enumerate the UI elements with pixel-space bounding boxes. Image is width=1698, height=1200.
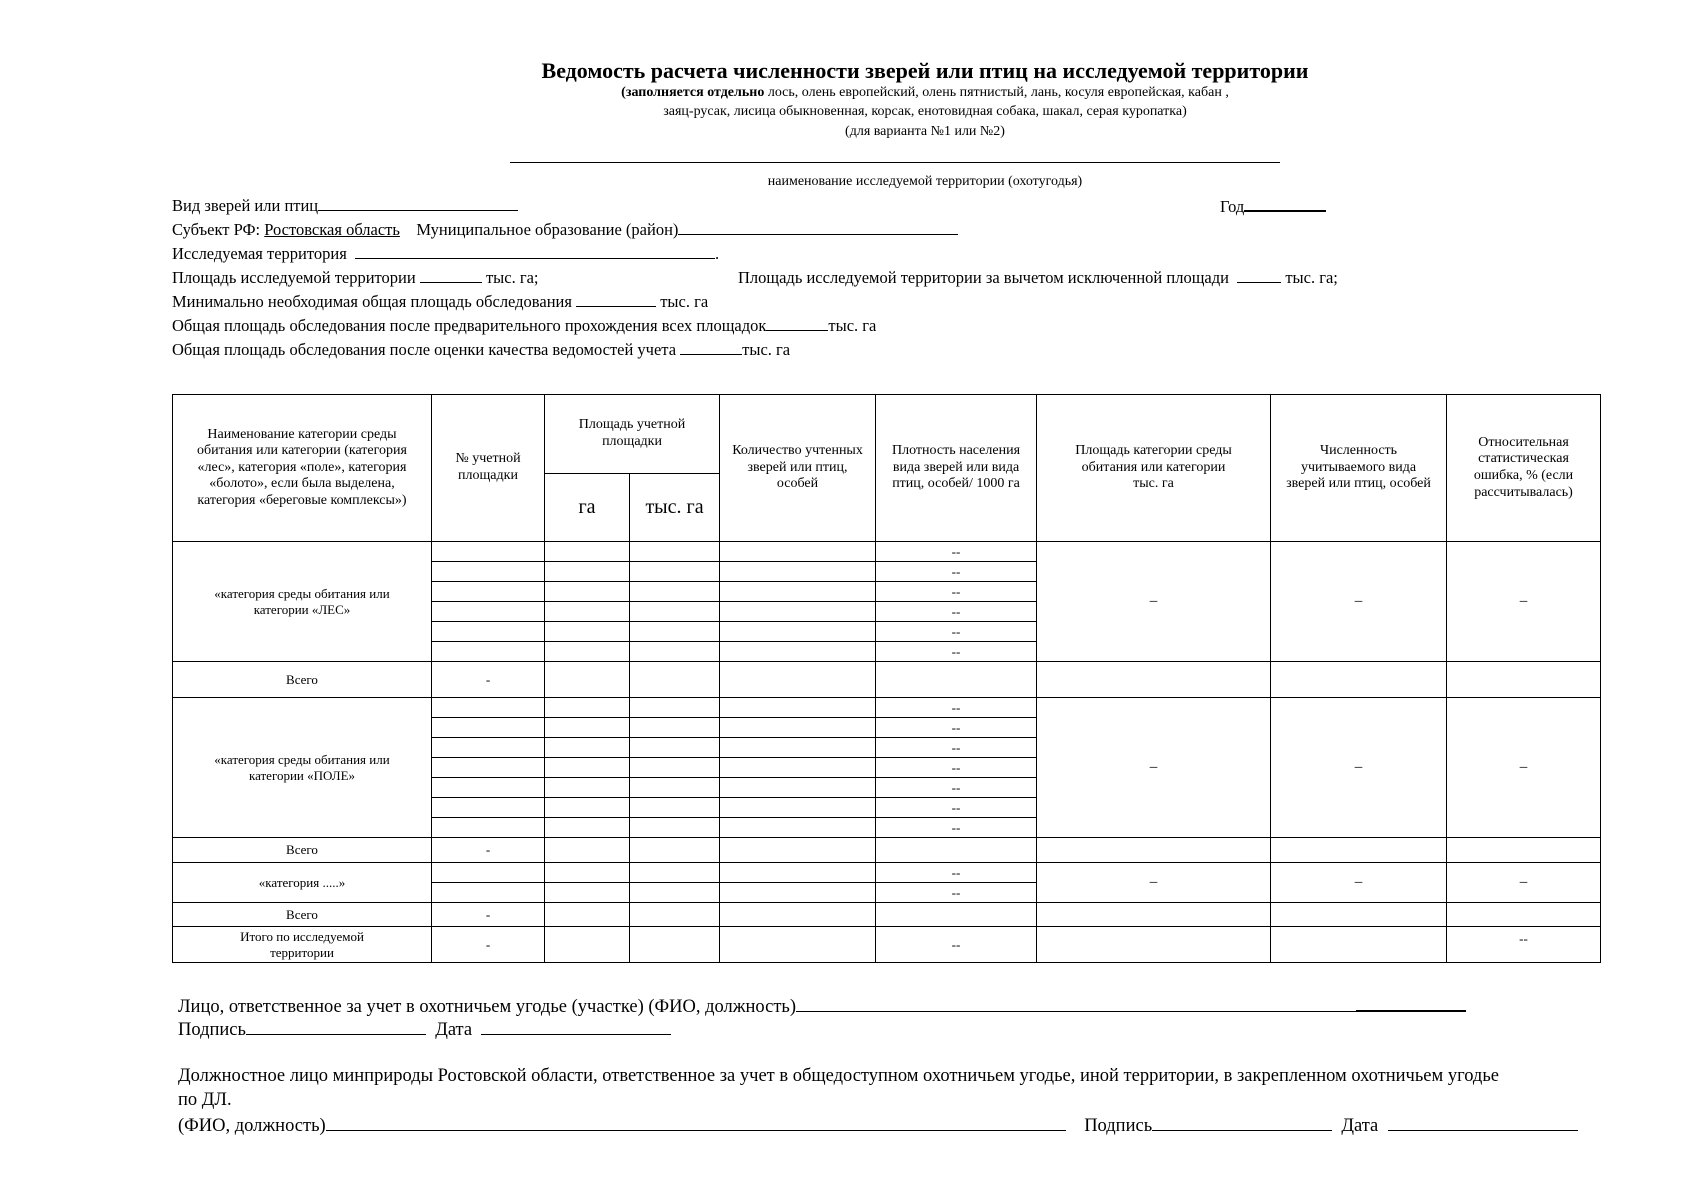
plot-ha-cell[interactable] — [545, 883, 630, 903]
density-cell: -- — [876, 622, 1037, 642]
plot-ha-cell[interactable] — [545, 642, 630, 662]
total-cat-area-cell[interactable] — [1037, 903, 1271, 927]
other-category-area: – — [1037, 863, 1271, 903]
total-error-cell[interactable] — [1447, 838, 1601, 863]
plot-kha-cell[interactable] — [630, 863, 720, 883]
subject-field — [172, 220, 958, 240]
total-population-cell[interactable] — [1271, 662, 1447, 698]
grand-total-count-cell[interactable] — [720, 927, 876, 963]
density-cell: -- — [876, 818, 1037, 838]
plot-kha-cell[interactable] — [630, 738, 720, 758]
count-cell[interactable] — [720, 718, 876, 738]
field-population: – — [1271, 698, 1447, 838]
species-label: Вид зверей или птиц — [172, 196, 319, 215]
grand-total-density: -- — [876, 927, 1037, 963]
signature-input-2[interactable] — [1152, 1114, 1332, 1131]
area-excl-field — [738, 268, 1338, 288]
year-field — [1220, 196, 1326, 217]
plot-kha-cell[interactable] — [630, 883, 720, 903]
density-cell: -- — [876, 602, 1037, 622]
official-line-1: Должностное лицо минприроды Ростовской области, ответственное за учет в общедоступном охотничьем угодье, иной территории, в закрепленном охотничьем угодье — [178, 1066, 1499, 1086]
signature-label: Подпись — [178, 1020, 246, 1040]
after-prelim-input[interactable] — [766, 316, 828, 331]
area-excl-label: Площадь исследуемой территории за вычетом исключенной площади — [738, 268, 1229, 287]
other-row — [173, 863, 1601, 883]
field-row — [173, 698, 1601, 718]
density-cell: -- — [876, 798, 1037, 818]
plot-ha-cell[interactable] — [545, 818, 630, 838]
min-area-label: Минимально необходимая общая площадь обследования — [172, 292, 572, 311]
plot-kha-cell[interactable] — [630, 798, 720, 818]
count-cell[interactable] — [720, 778, 876, 798]
plot-ha-cell[interactable] — [545, 622, 630, 642]
total-cat-area-cell[interactable] — [1037, 662, 1271, 698]
plot-no-cell[interactable] — [432, 562, 545, 582]
plot-no-cell[interactable] — [432, 698, 545, 718]
date-input[interactable] — [481, 1018, 671, 1035]
header-error: Относительная статистическая ошибка, % (если рассчитывалась) — [1447, 395, 1601, 542]
grand-total-label: Итого по исследуемой территории — [173, 927, 432, 963]
total-density-cell[interactable] — [876, 903, 1037, 927]
grand-total-plot-no: - — [432, 927, 545, 963]
count-cell[interactable] — [720, 622, 876, 642]
plot-ha-cell[interactable] — [545, 582, 630, 602]
territory-caption: наименование исследуемой территории (охотугодья) — [767, 174, 1083, 189]
plot-no-cell[interactable] — [432, 602, 545, 622]
subject-value: Ростовская область — [264, 220, 400, 239]
area-unit: тыс. га; — [485, 268, 539, 287]
total-density-cell[interactable] — [876, 662, 1037, 698]
grand-total-population-cell[interactable] — [1271, 927, 1447, 963]
municipality-label: Муниципальное образование (район) — [416, 220, 679, 239]
fio-label: (ФИО, должность) — [178, 1116, 326, 1136]
other-category-label: «категория .....» — [173, 863, 432, 903]
count-cell[interactable] — [720, 642, 876, 662]
forest-error: – — [1447, 542, 1601, 662]
plot-ha-cell[interactable] — [545, 798, 630, 818]
area-label: Площадь исследуемой территории — [172, 268, 416, 287]
official-line-2: по ДЛ. — [178, 1090, 232, 1110]
count-cell[interactable] — [720, 698, 876, 718]
total-plot-no: - — [432, 662, 545, 698]
header-category: Наименование категории среды обитания или категории (категория «лес», категория «поле», категория «болото», если была выделена, категория «береговые комплексы») — [173, 395, 432, 542]
count-cell[interactable] — [720, 582, 876, 602]
total-cat-area-cell[interactable] — [1037, 838, 1271, 863]
min-area-input[interactable] — [576, 292, 656, 307]
plot-kha-cell[interactable] — [630, 602, 720, 622]
after-prelim-label: Общая площадь обследования после предварительного прохождения всех площадок — [172, 316, 767, 335]
total-count-cell[interactable] — [720, 903, 876, 927]
plot-no-cell[interactable] — [432, 718, 545, 738]
other-population: – — [1271, 863, 1447, 903]
signature-label-2: Подпись — [1084, 1116, 1153, 1136]
field-category-area: – — [1037, 698, 1271, 838]
plot-no-cell[interactable] — [432, 798, 545, 818]
plot-kha-cell[interactable] — [630, 778, 720, 798]
density-cell: -- — [876, 863, 1037, 883]
territory-label: Исследуемая территория — [172, 244, 347, 263]
plot-no-cell[interactable] — [432, 758, 545, 778]
header-count: Количество учтенных зверей или птиц, особей — [720, 395, 876, 542]
field-total-row — [173, 838, 1601, 863]
subject-label: Субъект РФ: — [172, 220, 261, 239]
total-ha-cell[interactable] — [545, 838, 630, 863]
count-cell[interactable] — [720, 883, 876, 903]
plot-kha-cell[interactable] — [630, 818, 720, 838]
total-kha-cell[interactable] — [630, 662, 720, 698]
area-excl-unit: тыс. га; — [1285, 268, 1338, 287]
header-plot-area-kha: тыс. га — [630, 474, 720, 542]
count-cell[interactable] — [720, 818, 876, 838]
count-cell[interactable] — [720, 602, 876, 622]
species-field — [172, 196, 518, 216]
subtitle-line-1 — [0, 85, 1698, 101]
after-quality-unit: тыс. га — [742, 340, 791, 359]
field-category-label: «категория среды обитания или категории «ПОЛЕ» — [173, 698, 432, 838]
plot-no-cell[interactable] — [432, 738, 545, 758]
plot-no-cell[interactable] — [432, 622, 545, 642]
year-input[interactable] — [1244, 196, 1326, 212]
date-input-2[interactable] — [1388, 1114, 1578, 1131]
plot-kha-cell[interactable] — [630, 758, 720, 778]
density-cell: -- — [876, 642, 1037, 662]
total-count-cell[interactable] — [720, 838, 876, 863]
count-cell[interactable] — [720, 863, 876, 883]
date-label-2: Дата — [1341, 1116, 1379, 1136]
total-count-cell[interactable] — [720, 662, 876, 698]
total-kha-cell[interactable] — [630, 838, 720, 863]
plot-ha-cell[interactable] — [545, 562, 630, 582]
plot-ha-cell[interactable] — [545, 698, 630, 718]
field-error: – — [1447, 698, 1601, 838]
header-plot-area: Площадь учетной площадки — [545, 395, 720, 474]
grand-total-row — [173, 927, 1601, 963]
header-plot-no: № учетной площадки — [432, 395, 545, 542]
forest-row — [173, 542, 1601, 562]
area-excl-input[interactable] — [1237, 268, 1281, 283]
plot-ha-cell[interactable] — [545, 542, 630, 562]
plot-no-cell[interactable] — [432, 778, 545, 798]
min-area-field — [172, 292, 708, 312]
density-cell: -- — [876, 883, 1037, 903]
count-cell[interactable] — [720, 798, 876, 818]
header-population: Численность учитываемого вида зверей или птиц, особей — [1271, 395, 1447, 542]
territory-input[interactable] — [355, 244, 715, 259]
signature-input[interactable] — [246, 1018, 426, 1035]
after-quality-input[interactable] — [680, 340, 742, 355]
density-cell: -- — [876, 542, 1037, 562]
density-cell: -- — [876, 562, 1037, 582]
total-ha-cell[interactable] — [545, 903, 630, 927]
subtitle-line-2: заяц-русак, лисица обыкновенная, корсак, енотовидная собака, шакал, серая куропатка) — [663, 104, 1187, 119]
total-label: Всего — [173, 838, 432, 863]
plot-no-cell[interactable] — [432, 542, 545, 562]
header-category-area: Площадь категории среды обитания или категории тыс. га — [1037, 395, 1271, 542]
density-cell: -- — [876, 758, 1037, 778]
territory-end: . — [715, 244, 720, 263]
document-title: Ведомость расчета численности зверей или птиц на исследуемой территории — [541, 58, 1309, 83]
total-ha-cell[interactable] — [545, 662, 630, 698]
official-sign-line — [178, 1114, 1578, 1137]
grand-total-ha-cell[interactable] — [545, 927, 630, 963]
territory-field — [172, 244, 719, 264]
plot-kha-cell[interactable] — [630, 622, 720, 642]
count-cell[interactable] — [720, 738, 876, 758]
grand-total-cat-area-cell[interactable] — [1037, 927, 1271, 963]
plot-no-cell[interactable] — [432, 582, 545, 602]
other-total-row — [173, 903, 1601, 927]
density-cell: -- — [876, 778, 1037, 798]
density-cell: -- — [876, 698, 1037, 718]
total-kha-cell[interactable] — [630, 903, 720, 927]
total-label: Всего — [173, 903, 432, 927]
date-label: Дата — [435, 1020, 473, 1040]
density-cell: -- — [876, 582, 1037, 602]
plot-kha-cell[interactable] — [630, 582, 720, 602]
plot-ha-cell[interactable] — [545, 738, 630, 758]
municipality-input[interactable] — [678, 220, 958, 235]
area-input[interactable] — [420, 268, 482, 283]
total-plot-no: - — [432, 903, 545, 927]
plot-ha-cell[interactable] — [545, 778, 630, 798]
subtitle-line-3: (для варианта №1 или №2) — [845, 124, 1005, 139]
plot-no-cell[interactable] — [432, 863, 545, 883]
signature-line — [178, 1018, 671, 1041]
forest-total-row — [173, 662, 1601, 698]
plot-ha-cell[interactable] — [545, 863, 630, 883]
plot-kha-cell[interactable] — [630, 698, 720, 718]
total-error-cell[interactable] — [1447, 903, 1601, 927]
plot-kha-cell[interactable] — [630, 718, 720, 738]
after-prelim-field — [172, 316, 876, 336]
area-field — [172, 268, 539, 288]
header-row-1 — [173, 395, 1601, 474]
plot-ha-cell[interactable] — [545, 758, 630, 778]
territory-name-line[interactable] — [510, 162, 1280, 163]
forest-population: – — [1271, 542, 1447, 662]
grand-total-kha-cell[interactable] — [630, 927, 720, 963]
after-prelim-unit: тыс. га — [828, 316, 877, 335]
total-density-cell[interactable] — [876, 838, 1037, 863]
responsible-input[interactable] — [796, 995, 1356, 1012]
plot-ha-cell[interactable] — [545, 602, 630, 622]
header-plot-area-ha: га — [545, 474, 630, 542]
total-error-cell[interactable] — [1447, 662, 1601, 698]
fio-input[interactable] — [326, 1114, 1066, 1131]
plot-kha-cell[interactable] — [630, 542, 720, 562]
count-cell[interactable] — [720, 542, 876, 562]
subtitle-rest: лось, олень европейский, олень пятнистый, лань, косуля европейская, кабан , — [764, 85, 1229, 100]
subtitle-bold: (заполняется отдельно — [621, 85, 765, 100]
plot-no-cell[interactable] — [432, 818, 545, 838]
density-cell: -- — [876, 718, 1037, 738]
plot-kha-cell[interactable] — [630, 642, 720, 662]
total-population-cell[interactable] — [1271, 903, 1447, 927]
header-density: Плотность населения вида зверей или вида птиц, особей/ 1000 га — [876, 395, 1037, 542]
grand-total-error: -- — [1447, 927, 1601, 963]
after-quality-field — [172, 340, 790, 360]
responsible-text: Лицо, ответственное за учет в охотничьем угодье (участке) (ФИО, должность) — [178, 997, 797, 1017]
after-quality-label: Общая площадь обследования после оценки качества ведомостей учета — [172, 340, 677, 359]
census-table — [172, 394, 1601, 963]
responsible-line — [178, 994, 1466, 1018]
total-plot-no: - — [432, 838, 545, 863]
other-error: – — [1447, 863, 1601, 903]
forest-category-area: – — [1037, 542, 1271, 662]
forest-category-label: «категория среды обитания или категории «ЛЕС» — [173, 542, 432, 662]
density-cell: -- — [876, 738, 1037, 758]
count-cell[interactable] — [720, 758, 876, 778]
plot-ha-cell[interactable] — [545, 718, 630, 738]
total-label: Всего — [173, 662, 432, 698]
plot-kha-cell[interactable] — [630, 562, 720, 582]
plot-no-cell[interactable] — [432, 642, 545, 662]
count-cell[interactable] — [720, 562, 876, 582]
year-label: Год — [1220, 197, 1245, 216]
responsible-input-extra[interactable] — [1356, 994, 1466, 1012]
species-input[interactable] — [318, 196, 518, 211]
total-population-cell[interactable] — [1271, 838, 1447, 863]
plot-no-cell[interactable] — [432, 883, 545, 903]
min-area-unit: тыс. га — [660, 292, 709, 311]
